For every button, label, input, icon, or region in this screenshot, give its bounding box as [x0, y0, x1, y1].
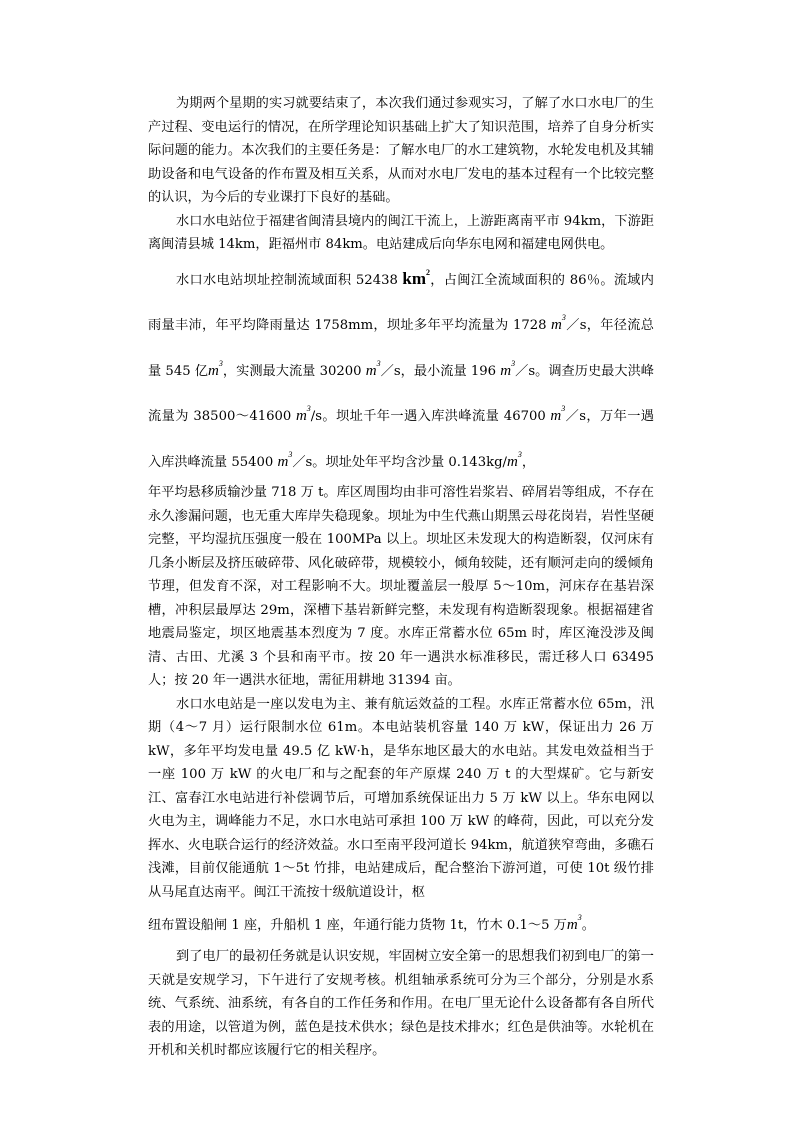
unit-m3 — [365, 358, 381, 379]
unit-m-text: m — [208, 362, 219, 379]
paragraph-geology: 年平均悬移质输沙量 718 万 t。库区周围均由非可溶性岩浆岩、碎屑岩等组成，不存在永久渗漏问题，也无重大库岸失稳现象。坝址为中生代燕山期黑云母花岗岩，岩性坚硬完整，平均湿抗压强度一般在 100MPa 以上。坝址区未发现大的构造断裂，仅河床有几条小断层及挤压破碎带、风化破碎带，规模较小，倾角较陡，还有顺河走向的缓倾角节理，但发育不深，对工程影响不大。坝址覆盖层一般厚 5～10m，河床存在基岩深槽，冲积层最厚达 29m，深槽下基岩新鲜完整，未发现有构造断裂现象。根据福建省地震局鉴定，坝区地震基本烈度为 7 度。水库正常蓄水位 65m 时，库区淹没涉及闽清、古田、尤溪 3 个县和南平市。按 20 年一遇洪水标准移民，需迁移人口 63495 人；按 20 年一遇洪水征地，需征用耕地 31394 亩。 — [148, 485, 654, 688]
unit-m-text: m — [550, 408, 562, 424]
text-run: /s。坝址千年一遇入库洪峰流量 46700 — [310, 409, 551, 424]
text-run: ，实测最大流量 30200 — [222, 363, 366, 379]
paragraph-intro: 为期两个星期的实习就要结束了，本次我们通过参观实习，了解了水口水电厂的生产过程、变电运行的情况，在所学理论知识基础上扩大了知识范围，培养了自身分析实际问题的能力。本次我们的主要任务是：了解水电厂的水工建筑物，水轮发电机及其辅助设备和电气设备的作布置及相互关系，从而对水电厂发电的基本过程有一个比较完整的认识，为今后的专业课打下良好的基础。 — [148, 96, 654, 205]
unit-m3 — [506, 449, 522, 470]
unit-cube: 3 — [218, 358, 223, 368]
paragraph-safety: 到了电厂的最初任务就是认识安规，牢固树立安全第一的思想我们初到电厂的第一天就是安规学习，下午进行了安规考核。机组轴承系统可分为三个部分，分别是水系统、气系统、油系统，有各自的工作任务和作用。在电厂里无论什么设备都有各自所代表的用途，以管道为例，蓝色是技术供水；绿色是技术排水；红色是供油等。水轮机在开机和关机时都应该履行它的相关程序。 — [148, 949, 654, 1058]
paragraph-hydrology — [148, 257, 654, 486]
text-run: 。 — [581, 918, 595, 933]
unit-m-text: m — [295, 408, 307, 424]
unit-cube: 3 — [511, 358, 516, 368]
unit-cube: 3 — [306, 404, 311, 413]
unit-m-text: m — [551, 317, 562, 333]
unit-m3 — [551, 313, 566, 333]
unit-m3 — [208, 358, 223, 379]
unit-square: 2 — [426, 267, 430, 277]
unit-cube: 3 — [288, 449, 293, 459]
unit-cube: 3 — [561, 313, 566, 322]
unit-km — [402, 269, 430, 288]
paragraph-location: 水口水电站位于福建省闽清县境内的闽江干流上，上游距离南平市 94km，下游距离闽清县城 14km，距福州市 84km。电站建成后向华东电网和福建电网供电。 — [148, 213, 654, 252]
unit-cube: 3 — [376, 358, 381, 368]
text-run: 纽布置设船闸 1 座，升船机 1 座，年通行能力货物 1t，竹木 0.1～5 万 — [148, 918, 567, 933]
unit-m3 — [295, 404, 311, 424]
unit-cube: 3 — [561, 404, 566, 413]
unit-km-text: km — [402, 268, 426, 288]
unit-m-text: m — [506, 453, 518, 470]
document-page — [148, 92, 654, 1063]
text-run: ／s，万年一遇入库洪峰流量 55400 — [148, 409, 654, 470]
unit-m3 — [277, 449, 293, 470]
text-run: ／s。坝址处年平均含沙量 0.143kg/ — [292, 454, 507, 470]
unit-m-text: m — [566, 917, 578, 933]
unit-m-text: m — [500, 362, 512, 379]
unit-cube: 3 — [577, 913, 582, 922]
text-run: ／s，年径流总量 545 亿 — [148, 318, 654, 379]
text-run: 水口水电站是一座以发电为主、兼有航运效益的工程。水库正常蓄水位 65m，汛期（4～7 月）运行限制水位 61m。本电站装机容量 140 万 kW，保证出力 26 万 kW，多年平均发电量 49.5 亿 kW·h，是华东地区最大的水电站。其发电效益相当于一座 100 万 kW 的火电厂和与之配套的年产原煤 240 万 t 的大型煤矿。它与新安江、富春江水电站进行补偿调节后，可增加系统保证出力 5 万 kW 以上。华东电网以火电为主，调峰能力不足，水口水电站可承担 100 万 kW 的峰荷，因此，可以充分发挥水、火电联合运行的经济效益。水口至南平段河道长 94km，航道狭窄弯曲，多礁石浅滩，目前仅能通航 1～5t 竹排，电站建成后，配合整治下游河道，可使 10t 级竹排从马尾直达南平。闽江干流按十级航道设计，枢 — [148, 696, 654, 900]
text-run: ，占闽江全流域面积的 86％。流域内雨量丰沛，年平均降雨量达 1758mm，坝址多年平均流量为 1728 — [148, 272, 654, 333]
text-run: ／s。调查历史最大洪峰流量为 38500～41600 — [148, 363, 654, 424]
paragraph-project-end — [148, 906, 654, 945]
paragraph-project — [148, 693, 654, 905]
unit-m3 — [550, 404, 566, 424]
unit-cube: 3 — [517, 449, 522, 459]
text-run: ／s，最小流量 196 — [380, 363, 501, 379]
unit-m3 — [566, 913, 582, 933]
text-run: 水口水电站坝址控制流域面积 52438 — [176, 272, 403, 288]
unit-m-text: m — [277, 453, 289, 470]
unit-m-text: m — [365, 362, 377, 379]
text-run: ， — [521, 454, 535, 470]
unit-m3 — [500, 358, 516, 379]
